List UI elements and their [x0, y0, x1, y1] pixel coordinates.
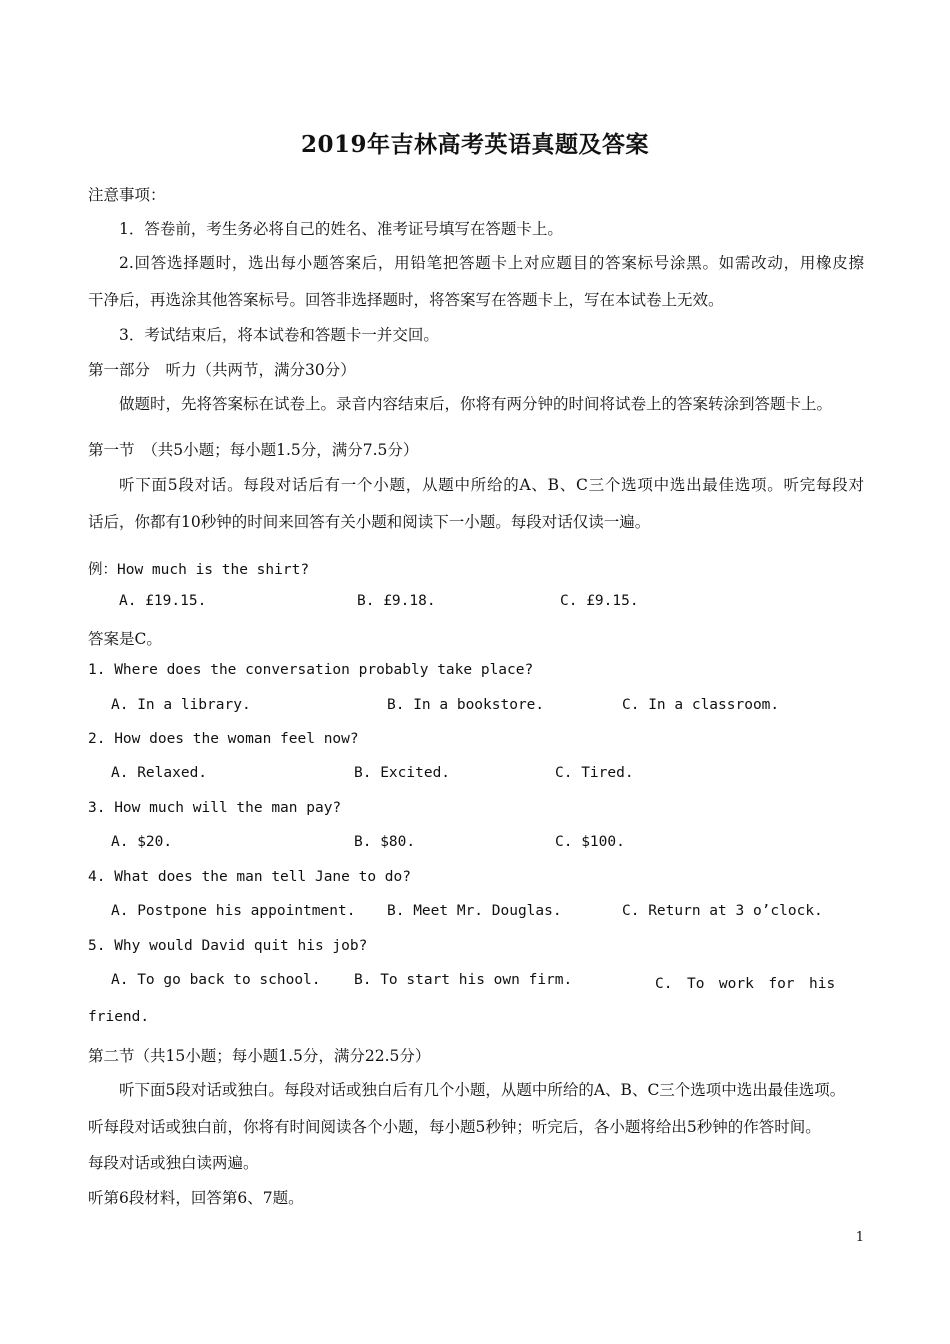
section2-instruction-line-2: 听每段对话或独白前，你将有时间阅读各个小题，每小题5秒钟；听完后，各小题将给出5秒钟的作答时间。 [88, 1118, 821, 1136]
question-5-option-c-continuation: friend. [88, 1009, 150, 1025]
question-4-option-a: A. Postpone his appointment. [111, 903, 356, 919]
question-1-option-c: C. In a classroom. [622, 697, 780, 713]
notice-item-2-line-1: 2.回答选择题时，选出每小题答案后，用铅笔把答题卡上对应题目的答案标号涂黑。如需改动，用橡皮擦 [119, 254, 864, 272]
question-3-option-c: C. $100. [555, 834, 625, 850]
example-answer: 答案是C。 [88, 630, 162, 648]
notice-item-3: 3．考试结束后，将本试卷和答题卡一并交回。 [119, 326, 439, 344]
question-5-option-c: C. To work for his [655, 976, 836, 992]
question-5: 5. Why would David quit his job? [88, 938, 368, 954]
question-4-option-b: B. Meet Mr. Douglas. [387, 903, 562, 919]
question-1: 1. Where does the conversation probably take place? [88, 662, 534, 678]
section2-heading: 第二节（共15小题；每小题1.5分，满分22.5分） [88, 1047, 431, 1065]
example-question: 例：How much is the shirt? [88, 562, 310, 578]
question-5-option-a: A. To go back to school. [111, 972, 321, 988]
question-2-option-a: A. Relaxed. [111, 765, 208, 781]
material-6-heading: 听第6段材料，回答第6、7题。 [88, 1189, 304, 1207]
page-title: 2019年吉林高考英语真题及答案 [300, 131, 649, 158]
question-2: 2. How does the woman feel now? [88, 731, 359, 747]
part1-heading: 第一部分 听力（共两节，满分30分） [88, 361, 356, 379]
question-4-option-c: C. Return at 3 o’clock. [622, 903, 823, 919]
page-number: 1 [855, 1230, 864, 1245]
example-option-c: C. £9.15. [560, 593, 639, 609]
section1-instruction-line-2: 话后，你都有10秒钟的时间来回答有关小题和阅读下一小题。每段对话仅读一遍。 [88, 513, 651, 531]
example-option-b: B. £9.18. [357, 593, 436, 609]
part1-instruction: 做题时，先将答案标在试卷上。录音内容结束后，你将有两分钟的时间将试卷上的答案转涂到答题卡上。 [119, 395, 833, 413]
section2-instruction-line-3: 每段对话或独白读两遍。 [88, 1154, 259, 1172]
notice-item-1: 1．答卷前，考生务必将自己的姓名、准考证号填写在答题卡上。 [119, 220, 563, 238]
question-3: 3. How much will the man pay? [88, 800, 342, 816]
example-option-a: A. £19.15. [119, 593, 207, 609]
section1-heading: 第一节 （共5小题；每小题1.5分，满分7.5分） [88, 441, 419, 459]
question-2-option-c: C. Tired. [555, 765, 634, 781]
question-5-option-b: B. To start his own firm. [354, 972, 573, 988]
question-2-option-b: B. Excited. [354, 765, 451, 781]
notice-item-2-line-2: 干净后，再选涂其他答案标号。回答非选择题时，将答案写在答题卡上，写在本试卷上无效。 [88, 291, 724, 309]
question-3-option-a: A. $20. [111, 834, 173, 850]
question-4: 4. What does the man tell Jane to do? [88, 869, 412, 885]
section1-instruction-line-1: 听下面5段对话。每段对话后有一个小题，从题中所给的A、B、C三个选项中选出最佳选项。听完每段对 [119, 476, 864, 494]
question-1-option-b: B. In a bookstore. [387, 697, 545, 713]
question-1-option-a: A. In a library. [111, 697, 251, 713]
notice-heading: 注意事项： [88, 186, 166, 204]
section2-instruction-line-1: 听下面5段对话或独白。每段对话或独白后有几个小题，从题中所给的A、B、C三个选项中选出最佳选项。 [119, 1081, 846, 1099]
question-3-option-b: B. $80. [354, 834, 416, 850]
